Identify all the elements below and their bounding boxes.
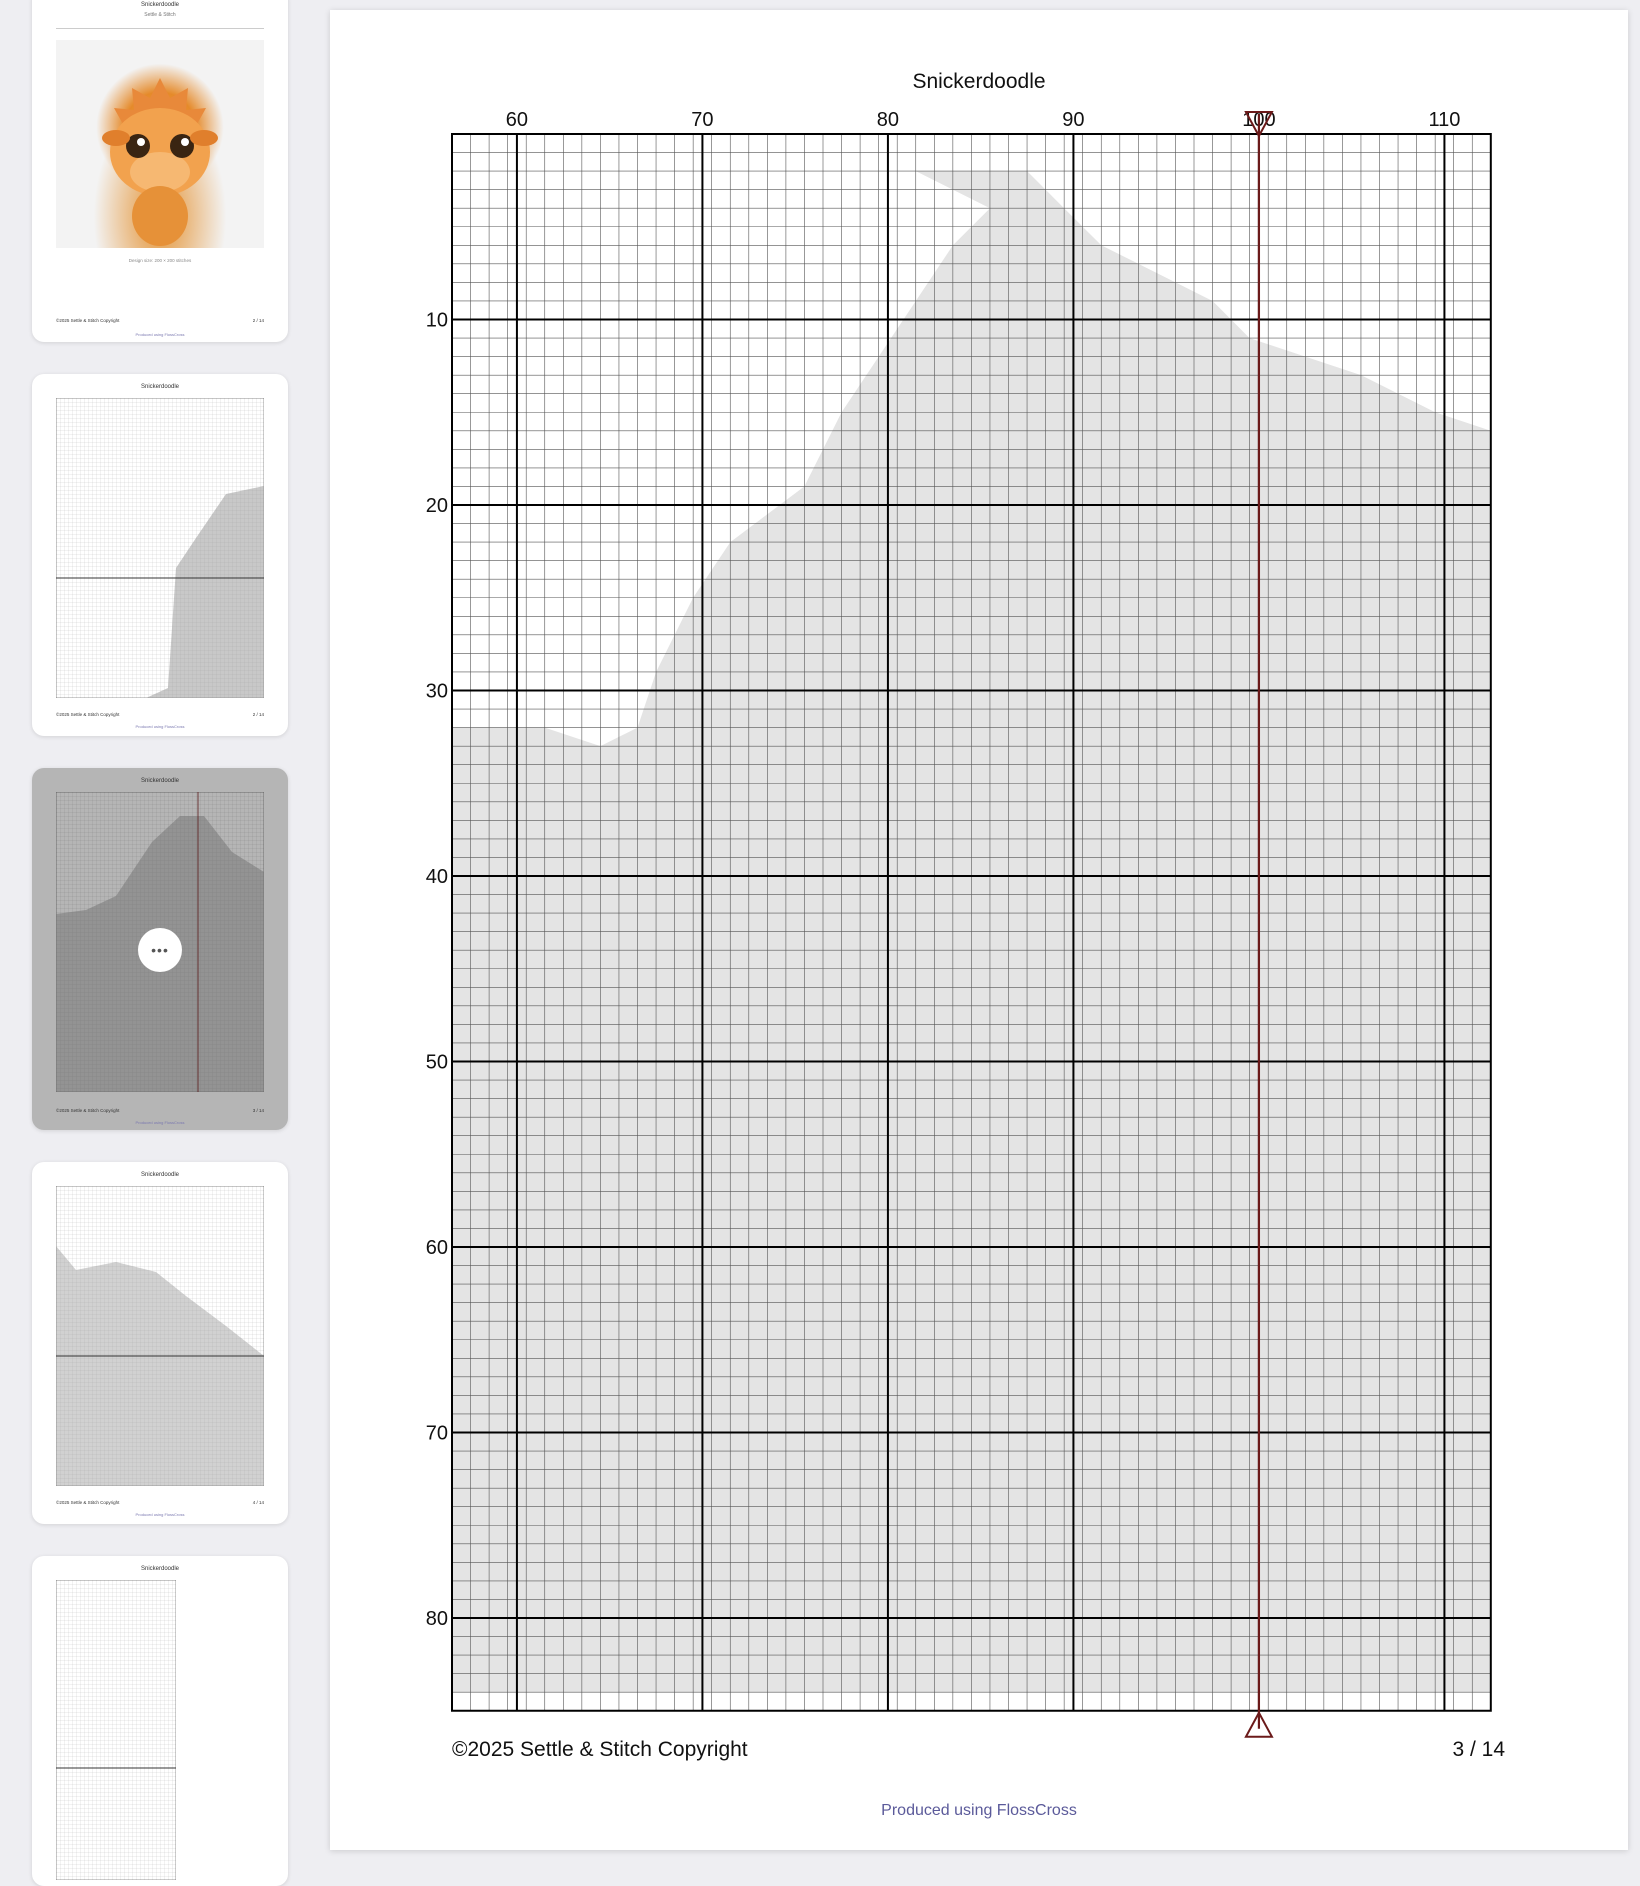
thumbnail-title: Snickerdoodle xyxy=(140,1172,180,1178)
y-tick-label: 30 xyxy=(425,680,448,703)
page-thumbnail-1[interactable] xyxy=(32,0,288,342)
thumbnail-title: Snickerdoodle xyxy=(140,2,180,8)
y-tick-label: 80 xyxy=(425,1608,448,1630)
thumbnail-title: Snickerdoodle xyxy=(140,384,180,390)
y-tick-label: 40 xyxy=(425,866,448,888)
page-thumbnail-4[interactable] xyxy=(32,1162,288,1524)
cross-stitch-chart xyxy=(330,10,1628,1850)
thumbnail-produced: Produced using FlossCross xyxy=(135,1512,185,1517)
thumbnail-produced: Produced using FlossCross xyxy=(135,724,185,729)
y-tick-label: 10 xyxy=(425,309,448,332)
x-tick-label: 70 xyxy=(691,109,714,131)
produced-using-link[interactable]: Produced using FlossCross xyxy=(881,1802,1077,1819)
thumbnail-chart-preview xyxy=(56,1186,264,1486)
page-title: Snickerdoodle xyxy=(912,70,1046,93)
y-tick-label: 60 xyxy=(425,1237,448,1259)
thumbnail-copyright: ©2025 Settle & Stitch Copyright xyxy=(56,1500,120,1505)
x-tick-label: 80 xyxy=(876,109,900,131)
thumbnail-page-label: 4 / 14 xyxy=(252,1500,264,1505)
x-tick-label: 60 xyxy=(505,109,529,131)
dragon-illustration xyxy=(56,40,264,248)
thumbnail-copyright: ©2025 Settle & Stitch Copyright xyxy=(56,1108,120,1113)
y-tick-label: 70 xyxy=(425,1422,448,1445)
more-horizontal-icon[interactable]: ••• xyxy=(138,928,182,972)
page-number: 3 / 14 xyxy=(1452,1738,1505,1761)
thumbnail-page-label: 2 / 14 xyxy=(252,712,264,717)
x-tick-label: 110 xyxy=(1428,109,1461,131)
thumbnail-copyright: ©2025 Settle & Stitch Copyright xyxy=(56,712,120,717)
pattern-page xyxy=(330,10,1628,1850)
thumbnail-page-label: 3 / 14 xyxy=(252,1108,264,1113)
page-thumbnail-3-selected[interactable] xyxy=(32,768,288,1130)
thumbnail-title: Snickerdoodle xyxy=(140,1566,180,1572)
thumbnail-chart-preview xyxy=(56,1580,176,1880)
thumbnail-produced: Produced using FlossCross xyxy=(135,1120,185,1125)
thumbnail-design-size: Design size: 200 × 200 stitches xyxy=(128,258,192,263)
thumbnail-chart-preview xyxy=(56,398,264,698)
thumbnail-page-label: 2 / 14 xyxy=(252,318,264,323)
thumbnail-divider xyxy=(56,28,264,29)
page-thumbnail-2[interactable] xyxy=(32,374,288,736)
thumbnail-subtitle: Settle & Stitch xyxy=(144,12,176,18)
y-tick-label: 20 xyxy=(425,495,448,517)
thumbnail-title: Snickerdoodle xyxy=(140,778,180,784)
x-tick-label: 100 xyxy=(1242,109,1276,131)
x-tick-label: 90 xyxy=(1062,109,1085,131)
dragon-cover-image xyxy=(56,40,264,248)
page-thumbnail-5[interactable] xyxy=(32,1556,288,1886)
thumbnail-produced: Produced using FlossCross xyxy=(135,332,185,337)
page-copyright: ©2025 Settle & Stitch Copyright xyxy=(452,1738,748,1761)
thumbnail-copyright: ©2025 Settle & Stitch Copyright xyxy=(56,318,120,323)
page-thumbnail-sidebar xyxy=(0,0,300,1855)
y-tick-label: 50 xyxy=(425,1051,448,1074)
